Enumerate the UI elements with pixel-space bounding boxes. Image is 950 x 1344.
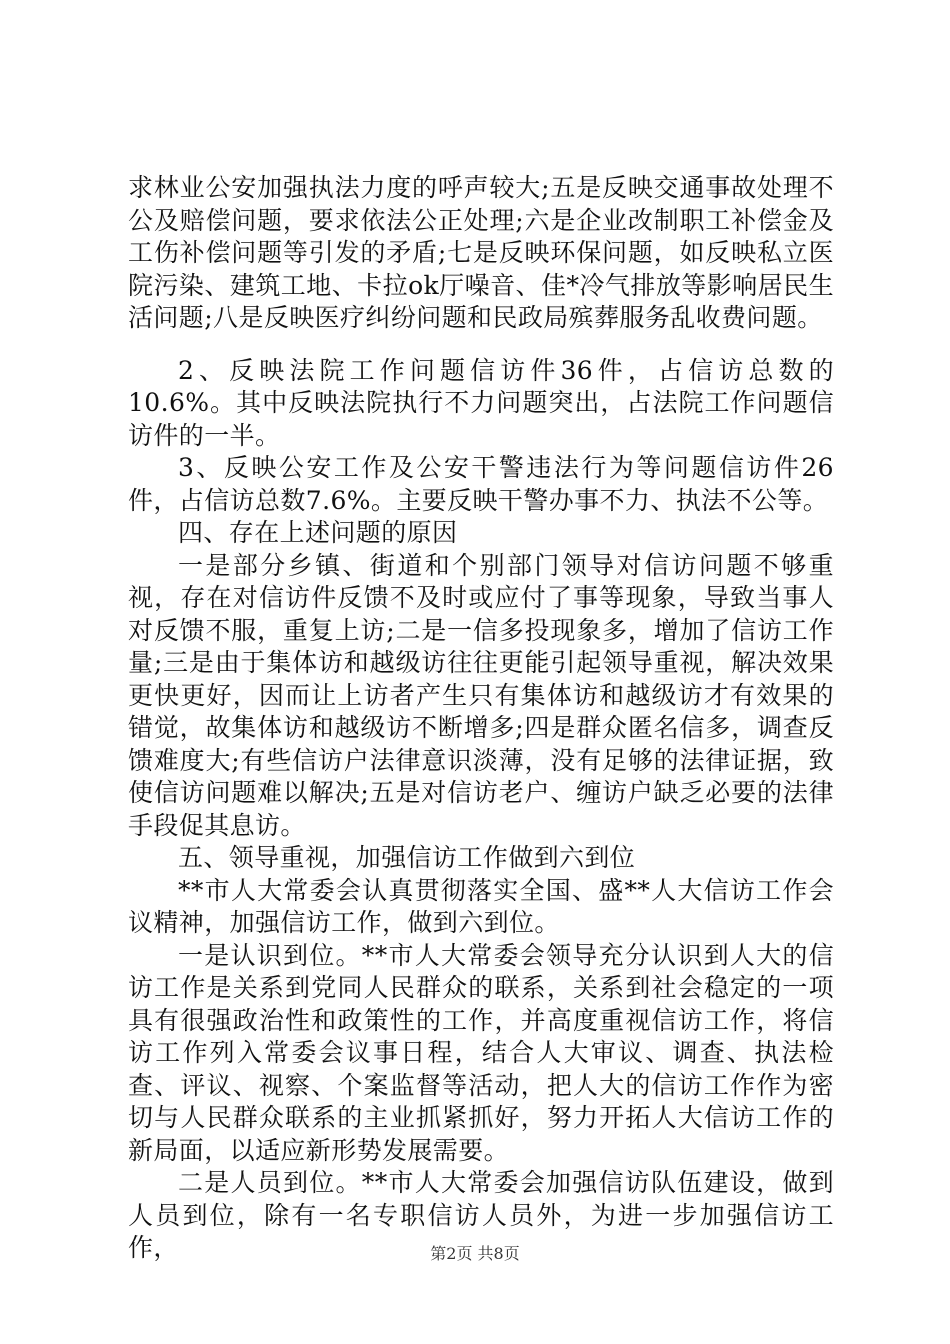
paragraph-six-in-place: **市人大常委会认真贯彻落实全国、盛**人大信访工作会议精神，加强信访工作，做到六到位。 [128,875,834,937]
paragraph-personnel: 二是人员到位。**市人大常委会加强信访队伍建设，做到人员到位，除有一名专职信访人员外，为进一步加强信访工作， [128,1168,834,1262]
paragraph-police-petitions: 3、反映公安工作及公安干警违法行为等问题信访件26件，占信访总数7.6%。主要反映干警办事不力、执法不公等。 [128,453,834,515]
paragraph-awareness: 一是认识到位。**市人大常委会领导充分认识到人大的信访工作是关系到党同人民群众的联系，关系到社会稳定的一项具有很强政治性和政策性的工作，并高度重视信访工作，将信访工作列入常委会议事日程，结合人大审议、调查、执法检查、评议、视察、个案监督等活动，把人大的信访工作作为密切与人民群众联系的主业抓紧抓好，努力开拓人大信访工作的新局面，以适应新形势发展需要。 [128,940,834,1165]
section-heading-leadership: 五、领导重视，加强信访工作做到六到位 [178,843,636,872]
paragraph-court-petitions: 2、反映法院工作问题信访件36件，占信访总数的10.6%。其中反映法院执行不力问题突出，占法院工作问题信访件的一半。 [128,355,834,450]
document-body [128,172,834,1265]
paragraph-causes: 一是部分乡镇、街道和个别部门领导对信访问题不够重视，存在对信访件反馈不及时或应付了事等现象，导致当事人对反馈不服，重复上访;二是一信多投现象多，增加了信访工作量;三是由于集体访和越级访往往更能引起领导重视，解决效果更快更好，因而让上访者产生只有集体访和越级访才有效果的错觉，故集体访和越级访不断增多;四是群众匿名信多，调查反馈难度大;有些信访户法律意识淡薄，没有足够的法律证据，致使信访问题难以解决;五是对信访老户、缠访户缺乏必要的法律手段促其息访。 [128,550,834,840]
paragraph-continuation: 求林业公安加强执法力度的呼声较大;五是反映交通事故处理不公及赔偿问题，要求依法公正处理;六是企业改制职工补偿金及工伤补偿问题等引发的矛盾;七是反映环保问题，如反映私立医院污染、建筑工地、卡拉ok厅噪音、佳*冷气排放等影响居民生活问题;八是反映医疗纠纷问题和民政局殡葬服务乱收费问题。 [128,173,834,332]
section-heading-causes: 四、存在上述问题的原因 [178,518,458,547]
page-number-footer: 第2页 共8页 [430,1244,520,1263]
